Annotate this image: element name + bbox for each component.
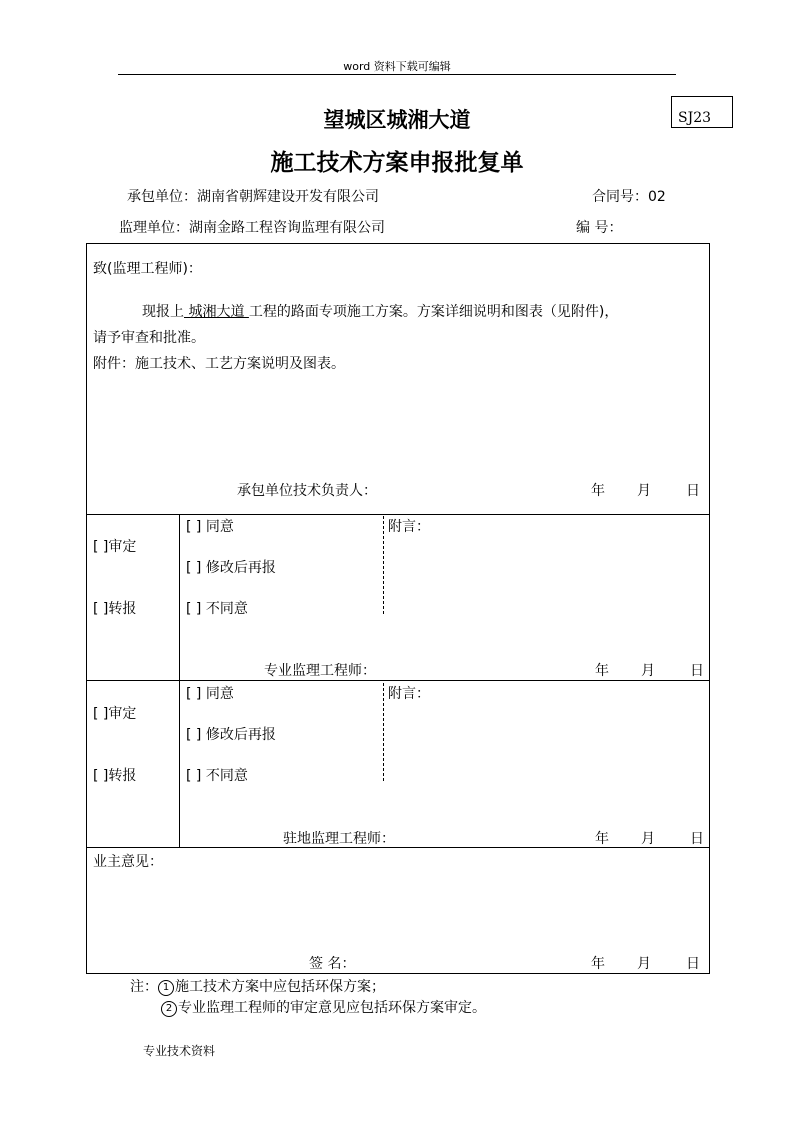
divider xyxy=(87,680,709,681)
date-month: 月 xyxy=(637,956,651,972)
date-year: 年 xyxy=(591,483,605,499)
remarks-label: 附言： xyxy=(388,519,430,535)
resident-engineer-sign: 驻地监理工程师： xyxy=(283,831,395,847)
date-day: 日 xyxy=(690,831,704,847)
divider xyxy=(179,680,180,847)
option-agree[interactable]: [ ] 同意 xyxy=(186,519,234,535)
submission-text-2: 请予审查和批准。 xyxy=(93,330,205,346)
option-disagree[interactable]: [ ] 不同意 xyxy=(186,768,248,784)
contract-number: 合同号：02 xyxy=(592,189,666,205)
note-2: 2 专业监理工程师的审定意见应包括环保方案审定。 xyxy=(161,997,486,1017)
serial-number: 编 号： xyxy=(576,220,623,236)
project-name-field: 城湘大道 xyxy=(184,304,249,320)
addressee: 致(监理工程师)： xyxy=(93,261,202,277)
divider xyxy=(179,514,180,680)
forward-checkbox[interactable]: [ ]转报 xyxy=(93,768,137,784)
divider xyxy=(87,847,709,848)
date-year: 年 xyxy=(595,663,609,679)
remarks-label: 附言： xyxy=(388,686,430,702)
divider xyxy=(383,516,384,614)
date-month: 月 xyxy=(641,663,655,679)
contractor-unit: 承包单位：湖南省朝辉建设开发有限公司 xyxy=(127,189,379,205)
option-disagree[interactable]: [ ] 不同意 xyxy=(186,601,248,617)
date-month: 月 xyxy=(637,483,651,499)
forward-checkbox[interactable]: [ ]转报 xyxy=(93,601,137,617)
divider xyxy=(87,514,709,515)
project-title: 望城区城湘大道 xyxy=(323,107,471,132)
contractor-tech-lead: 承包单位技术负责人： xyxy=(237,483,377,499)
date-day: 日 xyxy=(686,956,700,972)
approve-checkbox[interactable]: [ ]审定 xyxy=(93,706,137,722)
owner-opinion-label: 业主意见： xyxy=(93,854,163,870)
submission-text-1: 现报上 城湘大道 工程的路面专项施工方案。方案详细说明和图表（见附件)， xyxy=(142,304,619,320)
note-1: 注： 1 施工技术方案中应包括环保方案； xyxy=(130,979,385,995)
option-agree[interactable]: [ ] 同意 xyxy=(186,686,234,702)
page-header: word 资料下载可编辑 xyxy=(343,60,451,73)
date-day: 日 xyxy=(690,663,704,679)
form-table xyxy=(86,243,710,974)
owner-signature: 签 名： xyxy=(309,956,356,972)
date-day: 日 xyxy=(686,483,700,499)
page-footer: 专业技术资料 xyxy=(143,1044,216,1058)
approve-checkbox[interactable]: [ ]审定 xyxy=(93,539,137,555)
divider xyxy=(383,683,384,781)
form-code: SJ23 xyxy=(671,96,733,128)
date-year: 年 xyxy=(595,831,609,847)
date-year: 年 xyxy=(591,956,605,972)
header-divider xyxy=(118,74,676,75)
form-title: 施工技术方案申报批复单 xyxy=(270,149,524,176)
date-month: 月 xyxy=(641,831,655,847)
specialist-engineer-sign: 专业监理工程师： xyxy=(264,663,376,679)
supervisor-unit: 监理单位：湖南金路工程咨询监理有限公司 xyxy=(119,220,385,236)
attachment-note: 附件：施工技术、工艺方案说明及图表。 xyxy=(93,356,345,372)
option-resubmit[interactable]: [ ] 修改后再报 xyxy=(186,727,276,743)
option-resubmit[interactable]: [ ] 修改后再报 xyxy=(186,560,276,576)
